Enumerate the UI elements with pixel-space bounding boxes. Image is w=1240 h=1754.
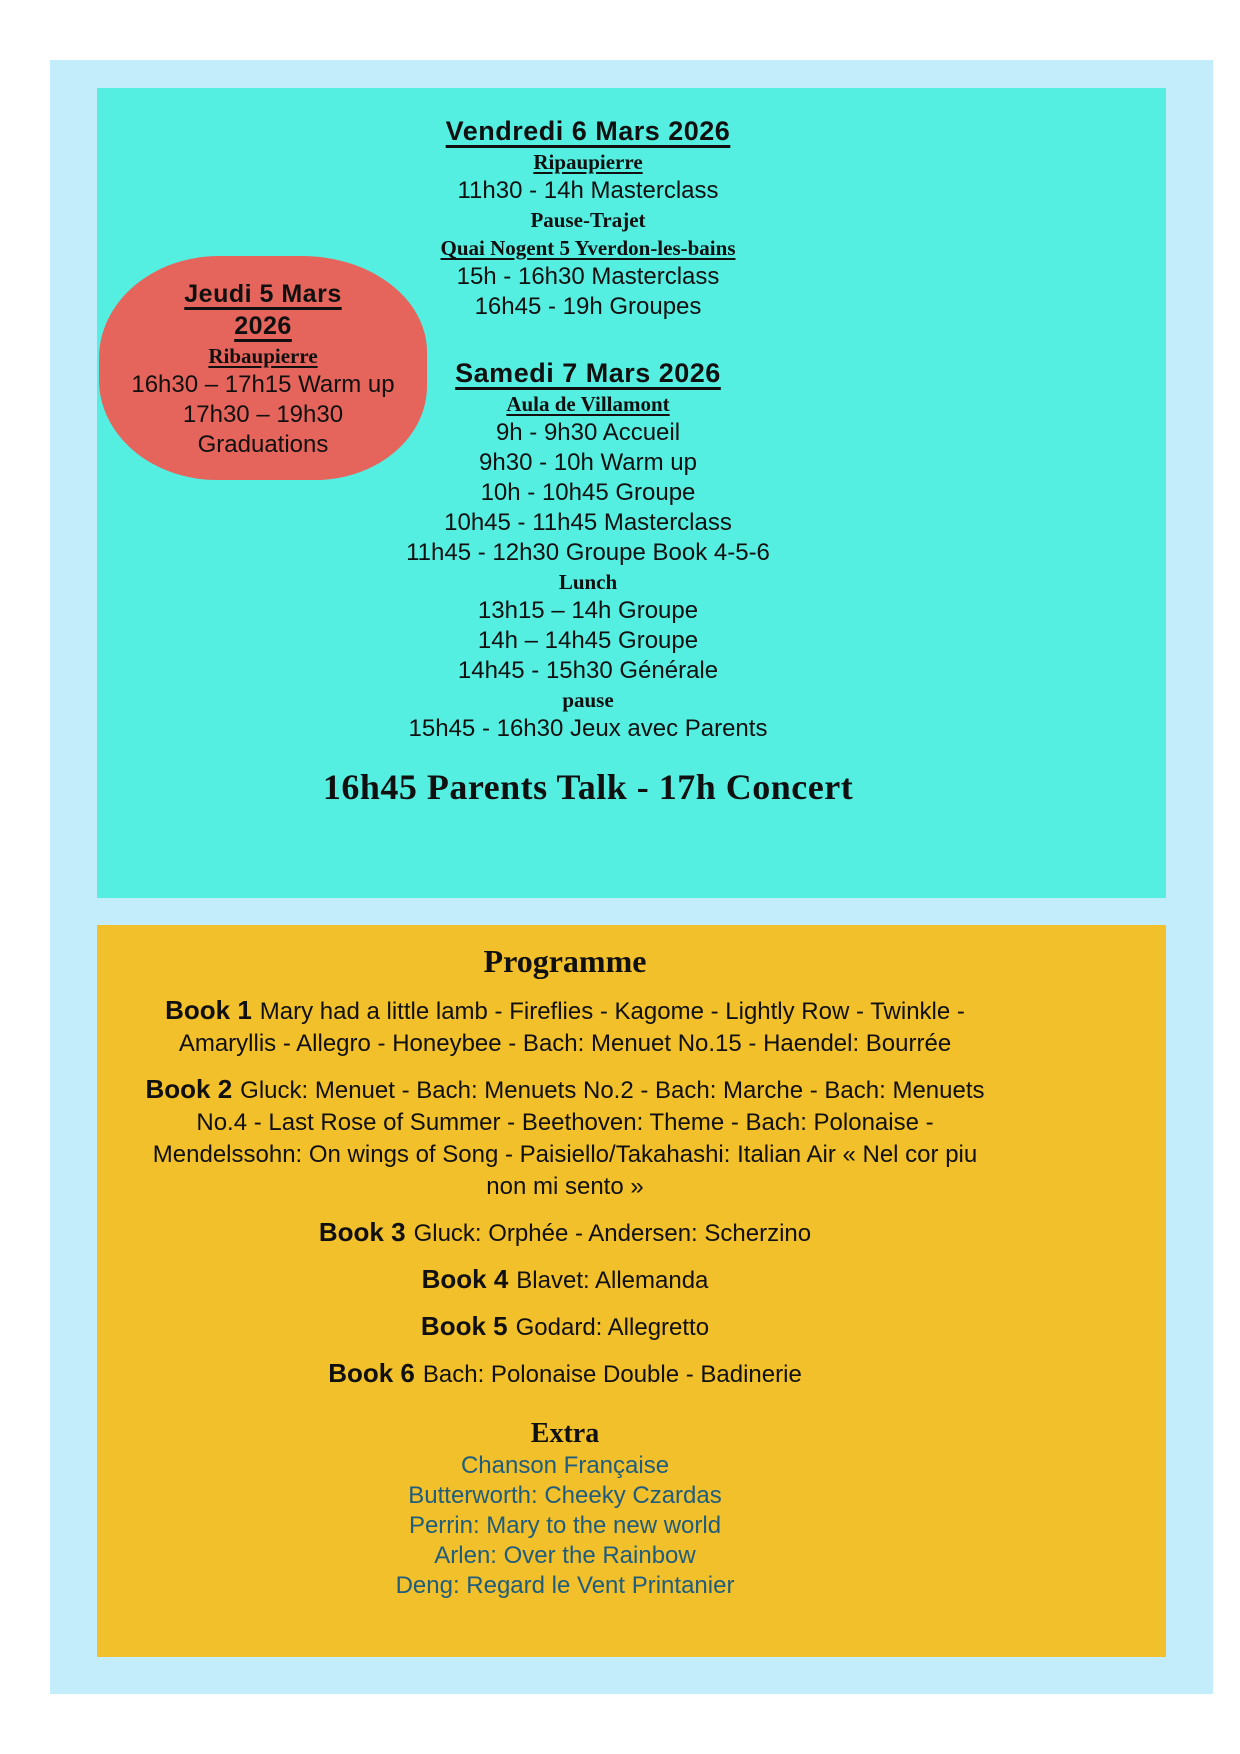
- book-entry: [140, 1216, 990, 1250]
- book-label: Book 1: [165, 995, 252, 1025]
- concert-line: 16h45 Parents Talk - 17h Concert: [322, 767, 854, 807]
- jeudi-title-line2: 2026: [234, 312, 292, 340]
- book-pieces: Mary had a little lamb - Fireflies - Kagome - Lightly Row - Twinkle - Amaryllis - Allegro - Honeybee - Bach: Menuet No.15 - Haendel: Bourrée: [178, 998, 965, 1057]
- book-label: Book 6: [328, 1358, 415, 1388]
- programme-box: [97, 925, 1166, 1657]
- samedi-line: 10h45 - 11h45 Masterclass: [444, 509, 732, 536]
- book-label: Book 2: [145, 1074, 233, 1104]
- vendredi-break: Pause-Trajet: [530, 208, 646, 232]
- samedi-pause-break: pause: [562, 688, 614, 712]
- samedi-line: 15h45 - 16h30 Jeux avec Parents: [408, 715, 768, 742]
- samedi-line: 9h30 - 10h Warm up: [479, 449, 697, 476]
- spacer: [208, 322, 968, 356]
- vendredi-line: 16h45 - 19h Groupes: [474, 293, 702, 320]
- samedi-lunch-break: Lunch: [558, 570, 618, 594]
- book-pieces: Gluck: Menuet - Bach: Menuets No.2 - Bach: Marche - Bach: Menuets No.4 - Last Rose of Summer - Beethoven: Theme - Bach: Polonaise - Mendelssohn: On wings of Song - Paisiello/Takahashi: Italian Air « Nel cor piu non mi sento »: [152, 1077, 985, 1200]
- programme-content: [140, 941, 990, 1601]
- book-entry: [140, 1357, 990, 1391]
- jeudi-line: Graduations: [197, 431, 329, 458]
- book-label: Book 3: [318, 1217, 406, 1247]
- book-pieces: Bach: Polonaise Double - Badinerie: [422, 1361, 802, 1388]
- book-pieces: Gluck: Orphée - Andersen: Scherzino: [413, 1220, 812, 1247]
- book-entry: [140, 994, 990, 1060]
- extra-item: Perrin: Mary to the new world: [408, 1512, 722, 1539]
- blue-frame: [50, 60, 1213, 1694]
- extra-title: Extra: [530, 1418, 600, 1449]
- book-pieces: Blavet: Allemanda: [516, 1267, 709, 1294]
- vendredi-line: 15h - 16h30 Masterclass: [456, 263, 720, 290]
- samedi-line: 11h45 - 12h30 Groupe Book 4-5-6: [406, 539, 770, 566]
- schedule-box: [97, 88, 1166, 898]
- jeudi-line: 17h30 – 19h30: [182, 401, 344, 428]
- samedi-line: 14h45 - 15h30 Générale: [457, 657, 719, 684]
- vendredi-line: 11h30 - 14h Masterclass: [457, 177, 719, 204]
- extra-item: Chanson Française: [460, 1452, 670, 1479]
- book-entry: [140, 1310, 990, 1344]
- jeudi-venue: Ribaupierre: [208, 344, 318, 368]
- vendredi-venue-1: Ripaupierre: [533, 150, 643, 174]
- book-label: Book 4: [421, 1264, 509, 1294]
- fri-sat-schedule: [208, 114, 968, 808]
- samedi-title: Samedi 7 Mars 2026: [455, 358, 721, 388]
- samedi-line: 9h - 9h30 Accueil: [495, 419, 681, 446]
- vendredi-title: Vendredi 6 Mars 2026: [445, 116, 731, 146]
- book-entry: [140, 1263, 990, 1297]
- jeudi-line: 16h30 – 17h15 Warm up: [131, 371, 395, 398]
- extra-item: Butterworth: Cheeky Czardas: [408, 1482, 722, 1509]
- book-entry: [140, 1073, 990, 1203]
- vendredi-venue-2: Quai Nogent 5 Yverdon-les-bains: [440, 236, 736, 260]
- samedi-line: 13h15 – 14h Groupe: [477, 597, 699, 624]
- extra-item: Arlen: Over the Rainbow: [434, 1542, 696, 1569]
- book-label: Book 5: [420, 1311, 508, 1341]
- book-pieces: Godard: Allegretto: [515, 1314, 710, 1341]
- jeudi-title-line1: Jeudi 5 Mars: [184, 280, 342, 308]
- programme-title: Programme: [483, 943, 647, 979]
- extra-item: Deng: Regard le Vent Printanier: [395, 1572, 735, 1599]
- samedi-line: 14h – 14h45 Groupe: [477, 627, 699, 654]
- samedi-venue: Aula de Villamont: [506, 392, 670, 416]
- samedi-line: 10h - 10h45 Groupe: [480, 479, 696, 506]
